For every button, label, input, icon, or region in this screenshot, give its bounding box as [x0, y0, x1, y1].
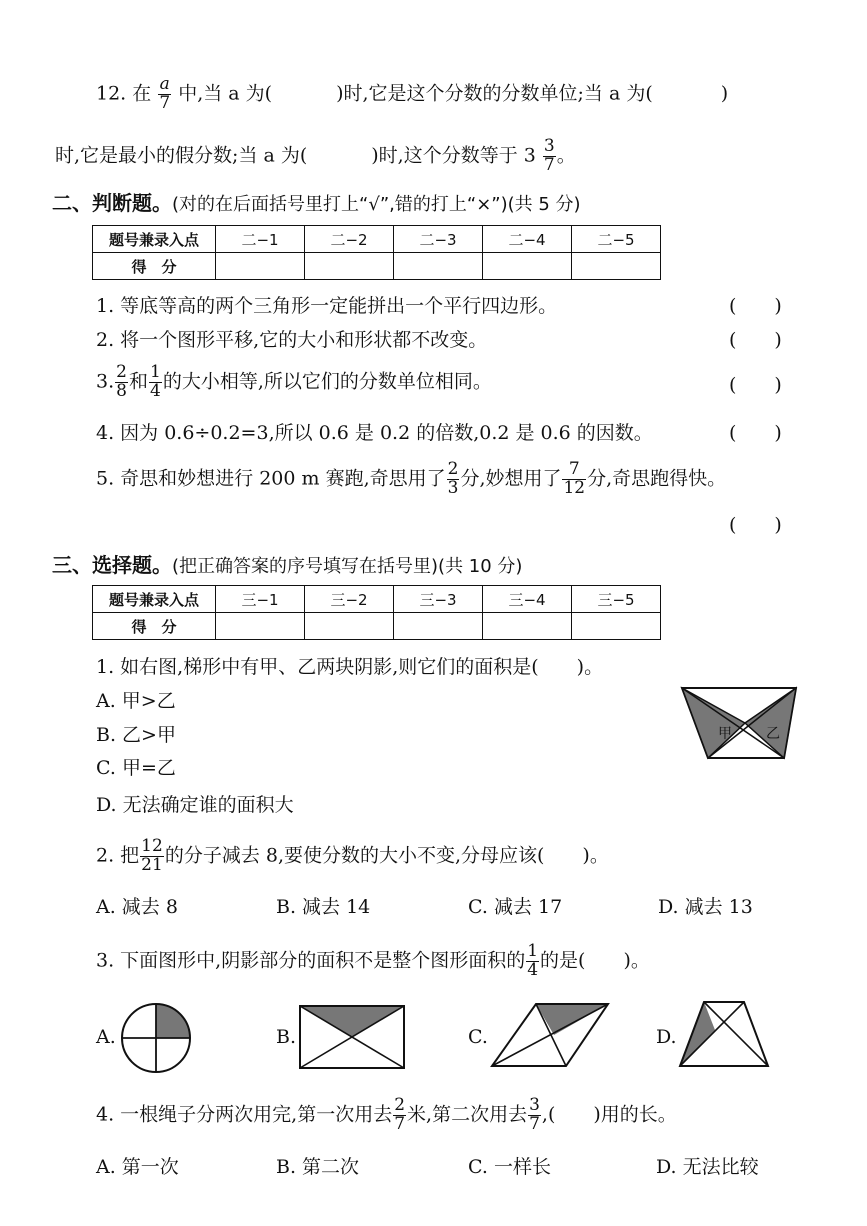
section3-title: 三、选择题。 — [52, 553, 172, 577]
q12-text-7: 。 — [556, 144, 576, 167]
section2-heading — [52, 187, 581, 216]
score-row-label: 得 分 — [93, 253, 216, 280]
judge-answer-2[interactable]: ( ) — [729, 329, 782, 351]
score-col: 二−3 — [394, 226, 483, 253]
q12-text-5: 时,它是最小的假分数;当 a 为( — [55, 144, 308, 167]
choice-q2-text: 2. 把 $\frac{12}{21}$ 的分子减去 8,要使分数的大小不变,分母应该( )。 — [96, 836, 609, 875]
q12-text-6: )时,这个分数等于 3 — [371, 144, 536, 167]
section2-score-table — [92, 225, 661, 280]
judge-answer-3[interactable]: ( ) — [729, 374, 782, 396]
score-col: 二−5 — [572, 226, 661, 253]
judge-item-5: 5. 奇思和妙想进行 200 m 赛跑,奇思用了 $\frac{2}{3}$ 分,妙想用了 $\frac{7}{12}$ 分,奇思跑得快。 — [96, 459, 727, 498]
score-cell[interactable] — [305, 253, 394, 280]
score-cell[interactable] — [483, 613, 572, 640]
score-cell[interactable] — [572, 613, 661, 640]
figure-label-jia: 甲 — [718, 726, 732, 742]
q12-text-2: 中,当 a 为( — [178, 82, 273, 105]
choice-q3-option-d[interactable]: D. — [656, 1026, 677, 1048]
section3-score-table — [92, 585, 661, 640]
choice-q1-option-b[interactable]: B. 乙>甲 — [96, 724, 176, 746]
choice-q2-option-d[interactable]: D. 减去 13 — [658, 896, 753, 918]
choice-q1-option-c[interactable]: C. 甲=乙 — [96, 757, 176, 779]
choice-q3-text: 3. 下面图形中,阴影部分的面积不是整个图形面积的 $\frac{1}{4}$ 的是( )。 — [96, 941, 650, 980]
judge-answer-4[interactable]: ( ) — [729, 422, 782, 444]
circle-quarter-figure — [120, 1002, 192, 1074]
score-col: 二−4 — [483, 226, 572, 253]
choice-q4-text: 4. 一根绳子分两次用完,第一次用去 $\frac{2}{7}$ 米,第二次用去 $\frac{3}{7}$ ,( )用的长。 — [96, 1095, 677, 1134]
judge-item-1: 1. 等底等高的两个三角形一定能拼出一个平行四边形。 — [96, 295, 558, 317]
judge-answer-5[interactable]: ( ) — [729, 514, 782, 536]
choice-q1-option-a[interactable]: A. 甲>乙 — [96, 690, 176, 712]
choice-q1-option-d[interactable]: D. 无法确定谁的面积大 — [96, 794, 294, 816]
section2-title: 二、判断题。 — [52, 191, 172, 215]
score-cell[interactable] — [572, 253, 661, 280]
score-col: 三−4 — [483, 586, 572, 613]
q12-text-1: 在 — [132, 82, 152, 105]
score-cell[interactable] — [216, 253, 305, 280]
choice-q4-option-c[interactable]: C. 一样长 — [468, 1156, 551, 1178]
score-col: 三−3 — [394, 586, 483, 613]
score-row-label: 得 分 — [93, 613, 216, 640]
q12-line1 — [96, 76, 728, 113]
score-cell[interactable] — [394, 253, 483, 280]
judge-answer-1[interactable]: ( ) — [729, 295, 782, 317]
score-cell[interactable] — [483, 253, 572, 280]
score-cell[interactable] — [216, 613, 305, 640]
choice-q4-option-a[interactable]: A. 第一次 — [96, 1156, 179, 1178]
choice-q2-option-c[interactable]: C. 减去 17 — [468, 896, 563, 918]
score-col: 二−1 — [216, 226, 305, 253]
score-col: 三−1 — [216, 586, 305, 613]
choice-q4-option-d[interactable]: D. 无法比较 — [656, 1156, 759, 1178]
q12-text-4: ) — [720, 82, 729, 105]
score-col: 三−2 — [305, 586, 394, 613]
choice-q2-option-a[interactable]: A. 减去 8 — [96, 896, 178, 918]
choice-q3-option-b[interactable]: B. — [276, 1026, 297, 1048]
choice-q3-option-a[interactable]: A. — [96, 1026, 116, 1048]
score-table-header: 题号兼录入点 — [93, 226, 216, 253]
q12-text-3: )时,它是这个分数的分数单位;当 a 为( — [336, 82, 653, 105]
q12-line2 — [55, 138, 576, 175]
q12-mixed-fraction: $\frac{3}{7}$ — [543, 136, 555, 175]
section3-heading — [52, 549, 522, 578]
rectangle-figure — [298, 1004, 406, 1070]
trapezoid-d-figure — [678, 1000, 770, 1068]
choice-q4-option-b[interactable]: B. 第二次 — [276, 1156, 360, 1178]
choice-q2-option-b[interactable]: B. 减去 14 — [276, 896, 371, 918]
judge-item-3: 3. $\frac{2}{8}$ 和 $\frac{1}{4}$ 的大小相等,所以它们的分数单位相同。 — [96, 362, 492, 401]
choice-q3-option-c[interactable]: C. — [468, 1026, 488, 1048]
score-col: 三−5 — [572, 586, 661, 613]
q12-number: 12. — [96, 82, 127, 105]
q12-fraction: $\frac{a}{7}$ — [159, 74, 171, 113]
score-cell[interactable] — [394, 613, 483, 640]
score-cell[interactable] — [305, 613, 394, 640]
choice-q1-text: 1. 如右图,梯形中有甲、乙两块阴影,则它们的面积是( )。 — [96, 656, 604, 678]
score-table-header: 题号兼录入点 — [93, 586, 216, 613]
trapezoid-figure — [680, 684, 800, 764]
judge-item-4: 4. 因为 0.6÷0.2=3,所以 0.6 是 0.2 的倍数,0.2 是 0.6 的因数。 — [96, 422, 653, 444]
parallelogram-figure — [490, 1002, 612, 1068]
score-col: 二−2 — [305, 226, 394, 253]
section2-note: (对的在后面括号里打上“√”,错的打上“×”)(共 5 分) — [172, 194, 581, 215]
judge-item-2: 2. 将一个图形平移,它的大小和形状都不改变。 — [96, 329, 488, 351]
section3-note: (把正确答案的序号填写在括号里)(共 10 分) — [172, 556, 523, 577]
figure-label-yi: 乙 — [766, 726, 780, 742]
